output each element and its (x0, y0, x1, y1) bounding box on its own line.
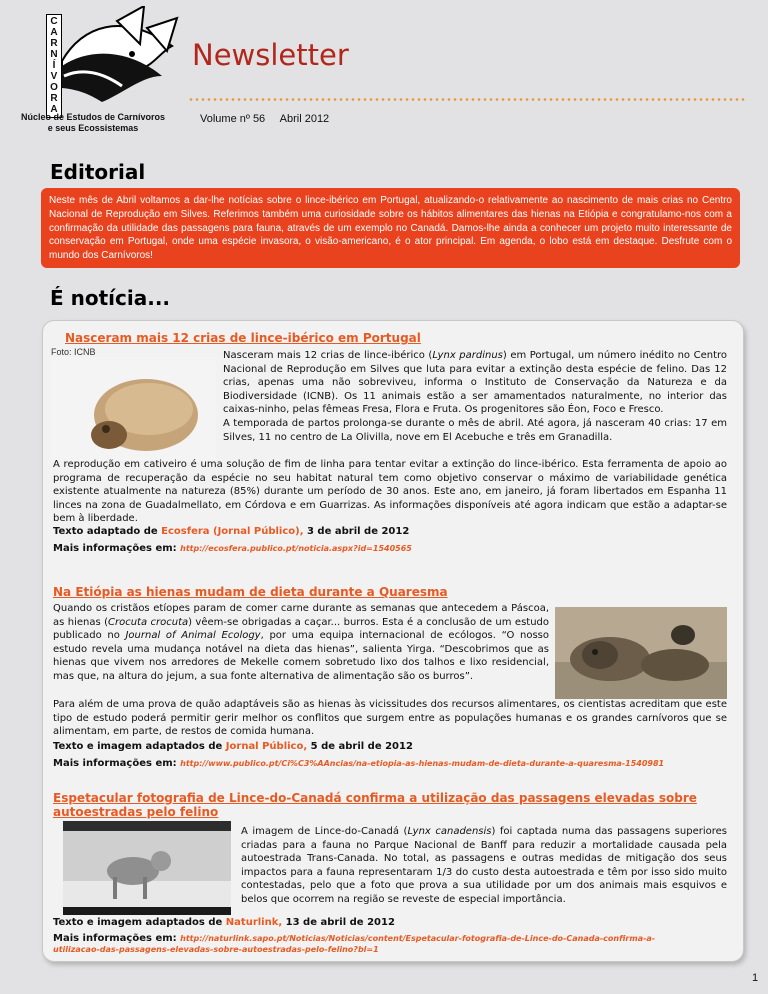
logo-letter: O (50, 82, 58, 93)
logo-letter: R (50, 38, 58, 49)
canada-lynx-photo (63, 821, 231, 915)
issue-info (200, 113, 341, 125)
credit-date: 5 de abril de 2012 (307, 741, 413, 752)
text-span: ) vêem-se obrigadas a caçar... burros. Esta é a conclusão de um estudo publicado no (53, 616, 549, 642)
article-credit (53, 917, 395, 928)
more-info-link[interactable]: http://ecosfera.publico.pt/noticia.aspx?id=1540565 (180, 544, 412, 553)
logo-caption-line: e seus Ecossistemas (47, 123, 139, 133)
logo-letter: Í (52, 60, 56, 71)
hyenas-photo (555, 607, 727, 699)
species-name: Lynx canadensis (407, 826, 492, 837)
carnivora-logo (22, 6, 184, 118)
logo-caption-line: Núcleo de Estudos de Carnívoros (20, 112, 166, 122)
credit-source-link[interactable]: Ecosfera (Jornal Público), (161, 526, 304, 537)
news-box (42, 320, 744, 962)
more-info-label: Mais informações em: (53, 543, 181, 554)
more-info-link[interactable]: http://naturlink.sapo.pt/Noticias/Noticias/content/Espetacular-fotografia-de-Lince-do-Canada-confirma-a- (180, 934, 656, 943)
more-info-link[interactable]: http://www.publico.pt/Ci%C3%AAncias/na-etiopia-as-hienas-mudam-de-dieta-durante-a-quaresma-1540981 (180, 759, 665, 768)
credit-date: 13 de abril de 2012 (282, 917, 395, 928)
credit-prefix: Texto e imagem adaptados de (53, 917, 226, 928)
article-lynx-body-bottom (53, 458, 727, 526)
journal-name: Journal of Animal Ecology (125, 630, 261, 642)
credit-prefix: Texto adaptado de (53, 526, 162, 537)
text-span: A imagem de Lince-do-Canadá ( (241, 826, 408, 837)
more-info (53, 933, 733, 955)
logo-letter: R (50, 93, 58, 104)
logo-letter: V (50, 71, 58, 82)
more-info-link[interactable]: utilizacao-das-passagens-elevadas-sobre-autoestradas-pelo-felino?bl=1 (53, 945, 379, 954)
text-span: Quando os cristãos etíopes param de comer carne durante as semanas que antecedem a Páscoa, as hienas ( (53, 603, 549, 628)
article-canada-lynx-body (241, 825, 727, 907)
text-span: ) foi captada numa das passagens superiores criadas para a fauna no Parque Nacional de Banff para reduzir a mortalidade causada pela autoestrada Trans-Canada. No total, as passagens e outras medidas de mitigação dos seus impactos para a fauna representaram 1/3 do custo desta autoestrada e têm por isso sido muito contestadas, pelo que a foto que prova a sua utilidade por um dos animais mais esquivos e belos que ocorrem na região se reveste de especial importância. (241, 826, 727, 905)
credit-date: 3 de abril de 2012 (303, 526, 410, 537)
article-title-lynx[interactable]: Nasceram mais 12 crias de lince-ibérico em Portugal (65, 331, 421, 345)
article-paragraph: A temporada de partos prolonga-se durante o mês de abril. Até agora, já nasceram 40 crias: 17 em Silves, 11 no centro de La Olivilla, nove em El Acebuche e três em Granadilla. (223, 417, 727, 443)
article-lynx-body-top (223, 349, 727, 444)
logo-letters (46, 14, 62, 118)
article-paragraph (53, 602, 549, 684)
article-paragraph (223, 349, 727, 417)
logo-letter: C (50, 16, 58, 27)
article-paragraph: A reprodução em cativeiro é uma solução de fim de linha para tentar evitar a extinção do lince-ibérico. Esta ferramenta de apoio ao programa de recuperação da espécie no seu habitat natural tem como objetivo conservar o máximo de variabilidade genética existente atualmente na natureza (85%) durante um período de 30 anos. Este ano, em janeiro, já foram libertados em Espanha 11 linces na zona de Guadalmellato, em Córdova e em Guarrizas. As informações disponíveis até agora indicam que estão a adaptar-se bem à liberdade. (53, 459, 727, 525)
lynx-cub-photo (51, 357, 216, 461)
text-span: ) em Portugal, um número inédito no Centro Nacional de Reprodução em Silves que luta para evitar a extinção desta espécie de felino. Das 12 crias, apenas uma não sobreviveu, informa o Instituto de Conservação da Natureza e da Biodiversidade (ICNB). Os 11 animais estão a ser amamentados naturalmente, no interior das caixas-ninho, pelas fêmeas Fresa, Flora e Fruta. Os progenitores são Éon, Foco e Fresco. (223, 350, 727, 416)
article-hyenas-body-top (53, 602, 549, 684)
photo-credit: Foto: ICNB (51, 347, 96, 357)
credit-source-link[interactable]: Naturlink, (225, 917, 283, 928)
page-number: 1 (752, 972, 759, 984)
logo-caption (18, 112, 168, 134)
volume-number: Volume nº 56 (200, 113, 266, 125)
article-title-hyenas[interactable]: Na Etiópia as hienas mudam de dieta durante a Quaresma (53, 585, 448, 599)
credit-source-link[interactable]: Jornal Público, (225, 741, 308, 752)
logo-letter: A (50, 104, 58, 115)
newsletter-title: Newsletter (192, 38, 349, 72)
species-name: Crocuta crocuta (108, 616, 189, 628)
text-span: Nasceram mais 12 crias de lince-ibérico ( (223, 350, 433, 361)
issue-date: Abril 2012 (279, 113, 330, 125)
species-name: Lynx pardinus (432, 350, 503, 361)
editorial-box (41, 188, 740, 268)
article-paragraph: Para além de uma prova de quão adaptáveis são as hienas às vicissitudes dos recursos alimentares, os cientistas acreditam que este tipo de estudo poderá permitir gerir melhor os conflitos que surgem entre as populações humanas e os grandes carnívoros que se alimentam, em parte, de restos de comida humana. (53, 699, 727, 738)
credit-prefix: Texto e imagem adaptados de (53, 741, 226, 752)
more-info (53, 543, 412, 554)
editorial-text: Neste mês de Abril voltamos a dar-lhe notícias sobre o lince-ibérico em Portugal, atualizando-o relativamente ao nascimento de mais crias no Centro Nacional de Reprodução em Silves. Referimos também uma curiosidade sobre os hábitos alimentares das hienas na Etiópia e congratulamo-nos com a confirmação da utilidade das passagens para fauna, através de um exemplo no Canadá. Damos-lhe ainda a conhecer um projeto muito interessante de conservação em Portugal, onde uma espécie invasora, o visão-americano, é o ator principal. Em agenda, o lobo está em destaque. Desfrute com o mundo dos Carnívoros! (49, 195, 732, 262)
more-info-label: Mais informações em: (53, 933, 181, 944)
article-credit (53, 741, 413, 752)
title-line: autoestradas pelo felino (53, 805, 219, 819)
dotted-divider (188, 98, 746, 101)
more-info-label: Mais informações em: (53, 758, 181, 769)
text-span: , por uma equipa internacional de ecólogos. “O nosso estudo revela uma mudança notável na dieta das hienas”, salienta Yirga. “Descobrimos que as hienas que vivem nos arredores de Mekelle comem sobretudo lixo dos talhos e lixo residencial, mas que, na altura do jejum, a sua fonte alternativa de alimentação são os burros”. (53, 630, 549, 682)
article-paragraph (241, 825, 727, 907)
article-credit (53, 526, 409, 537)
news-section-title: É notícia... (50, 286, 171, 310)
title-line: Espetacular fotografia de Lince-do-Canadá confirma a utilização das passagens elevadas sobre (53, 791, 697, 805)
more-info (53, 758, 664, 769)
editorial-title: Editorial (50, 160, 146, 184)
logo-letter: A (50, 27, 58, 38)
logo-letter: N (50, 49, 58, 60)
article-hyenas-body-bottom (53, 698, 727, 739)
article-title-canada-lynx[interactable] (53, 791, 733, 819)
